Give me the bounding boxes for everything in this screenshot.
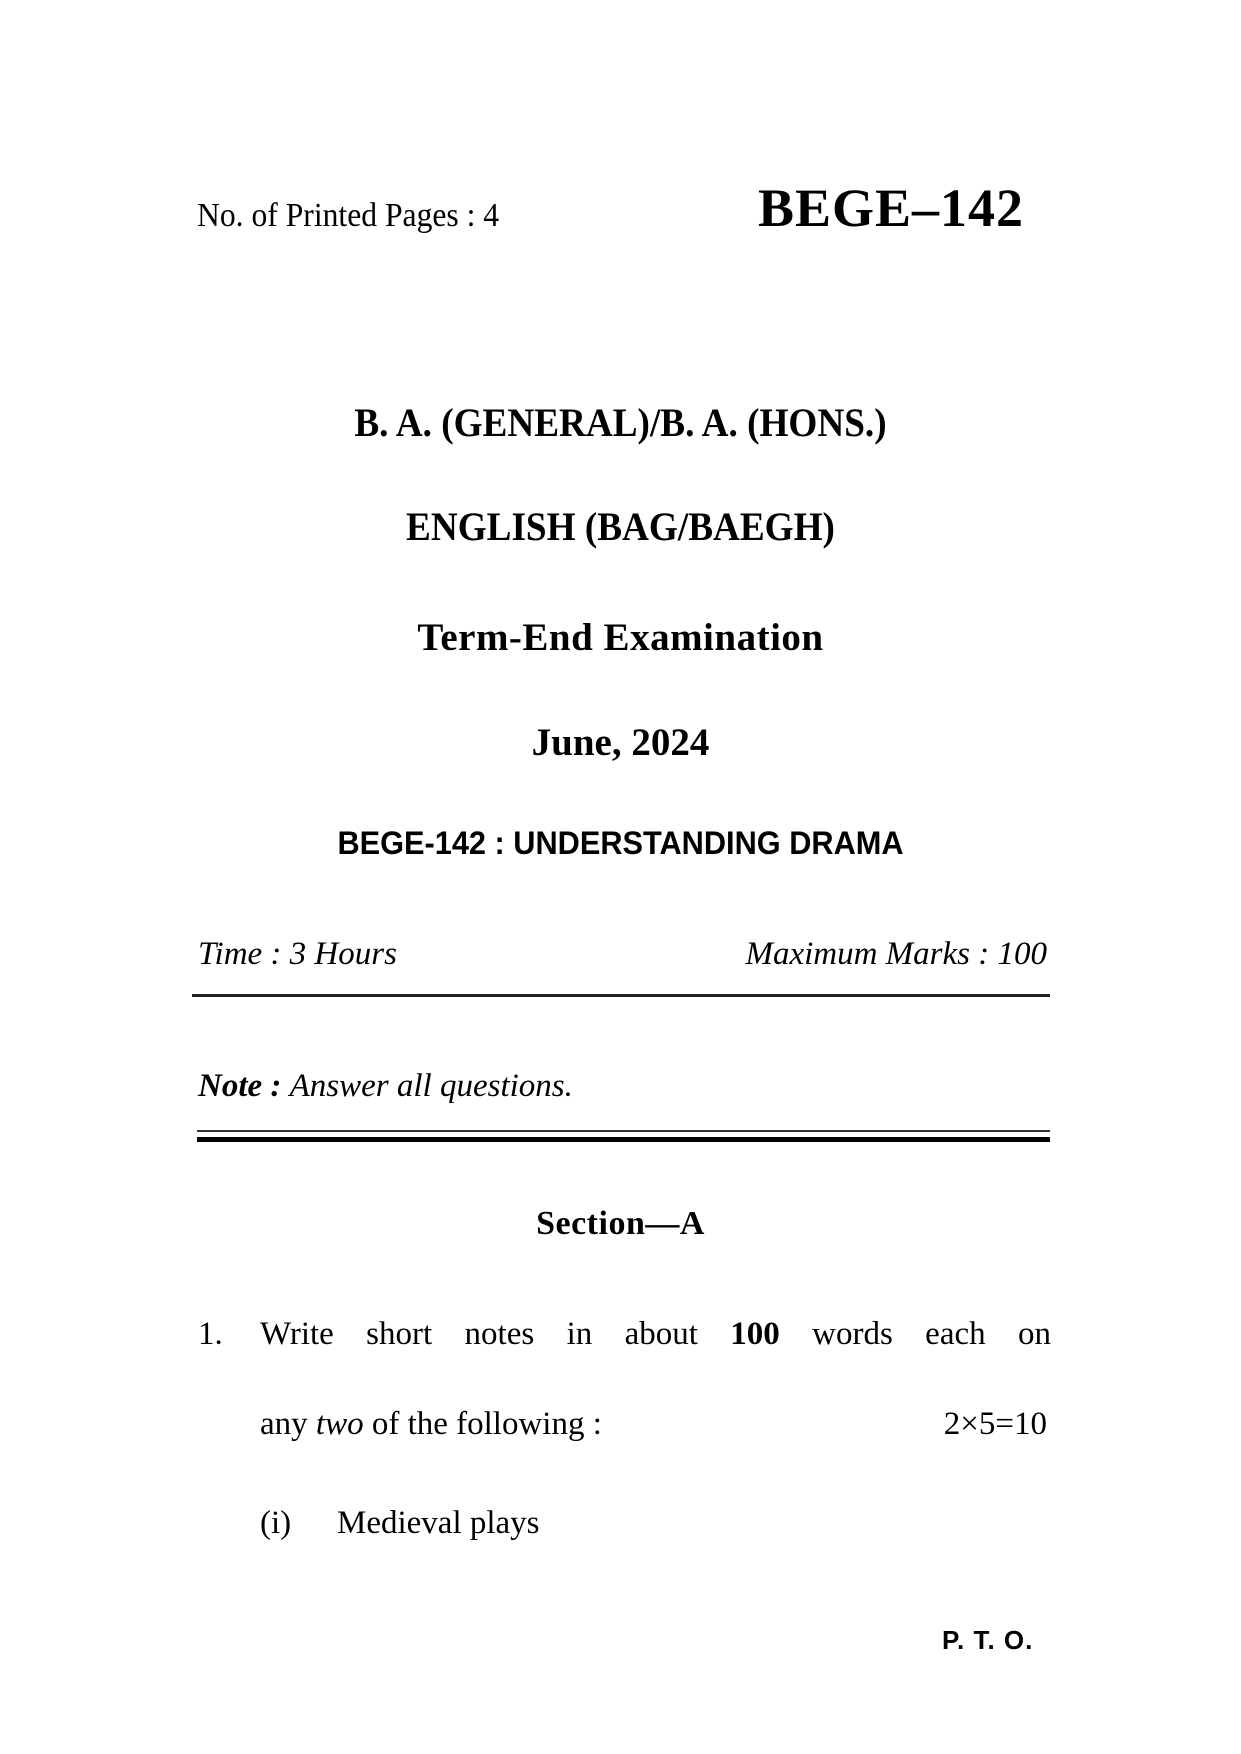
question-text-line1 bbox=[260, 1314, 1051, 1354]
word: about bbox=[624, 1316, 698, 1352]
question-number: 1. bbox=[198, 1316, 223, 1352]
word: words bbox=[812, 1316, 893, 1352]
word-count-bold: 100 bbox=[730, 1316, 780, 1352]
emphasis: two bbox=[315, 1406, 364, 1442]
note-label: Note : bbox=[198, 1068, 282, 1104]
text: of the following : bbox=[363, 1406, 602, 1442]
word: Write bbox=[260, 1316, 334, 1352]
maximum-marks: Maximum Marks : 100 bbox=[745, 936, 1047, 972]
word: short bbox=[366, 1316, 433, 1352]
exam-session: June, 2024 bbox=[531, 721, 710, 764]
paper-code: BEGE–142 bbox=[758, 178, 1025, 238]
word: on bbox=[1017, 1316, 1051, 1352]
word: in bbox=[566, 1316, 593, 1352]
word: each bbox=[925, 1316, 986, 1352]
divider-double-thin bbox=[197, 1130, 1050, 1132]
section-heading: Section—A bbox=[536, 1205, 705, 1242]
time-allowed: Time : 3 Hours bbox=[198, 936, 397, 972]
please-turn-over: P. T. O. bbox=[942, 1625, 1034, 1655]
word: notes bbox=[464, 1316, 535, 1352]
text: any bbox=[260, 1406, 316, 1442]
programme-title: B. A. (GENERAL)/B. A. (HONS.) bbox=[354, 400, 887, 445]
course-title: BEGE-142 : UNDERSTANDING DRAMA bbox=[337, 825, 904, 861]
exam-title: Term-End Examination bbox=[417, 616, 824, 659]
question-text-line2 bbox=[260, 1404, 602, 1444]
note bbox=[198, 1066, 573, 1106]
question-marks: 2×5=10 bbox=[943, 1406, 1047, 1442]
divider-double-thick bbox=[197, 1137, 1050, 1142]
option-number: (i) bbox=[260, 1505, 292, 1541]
option-text: Medieval plays bbox=[337, 1505, 540, 1541]
note-text: Answer all questions. bbox=[289, 1068, 573, 1104]
printed-pages-count: No. of Printed Pages : 4 bbox=[197, 197, 500, 234]
subject-title: ENGLISH (BAG/BAEGH) bbox=[406, 504, 835, 549]
divider-single bbox=[192, 994, 1050, 997]
